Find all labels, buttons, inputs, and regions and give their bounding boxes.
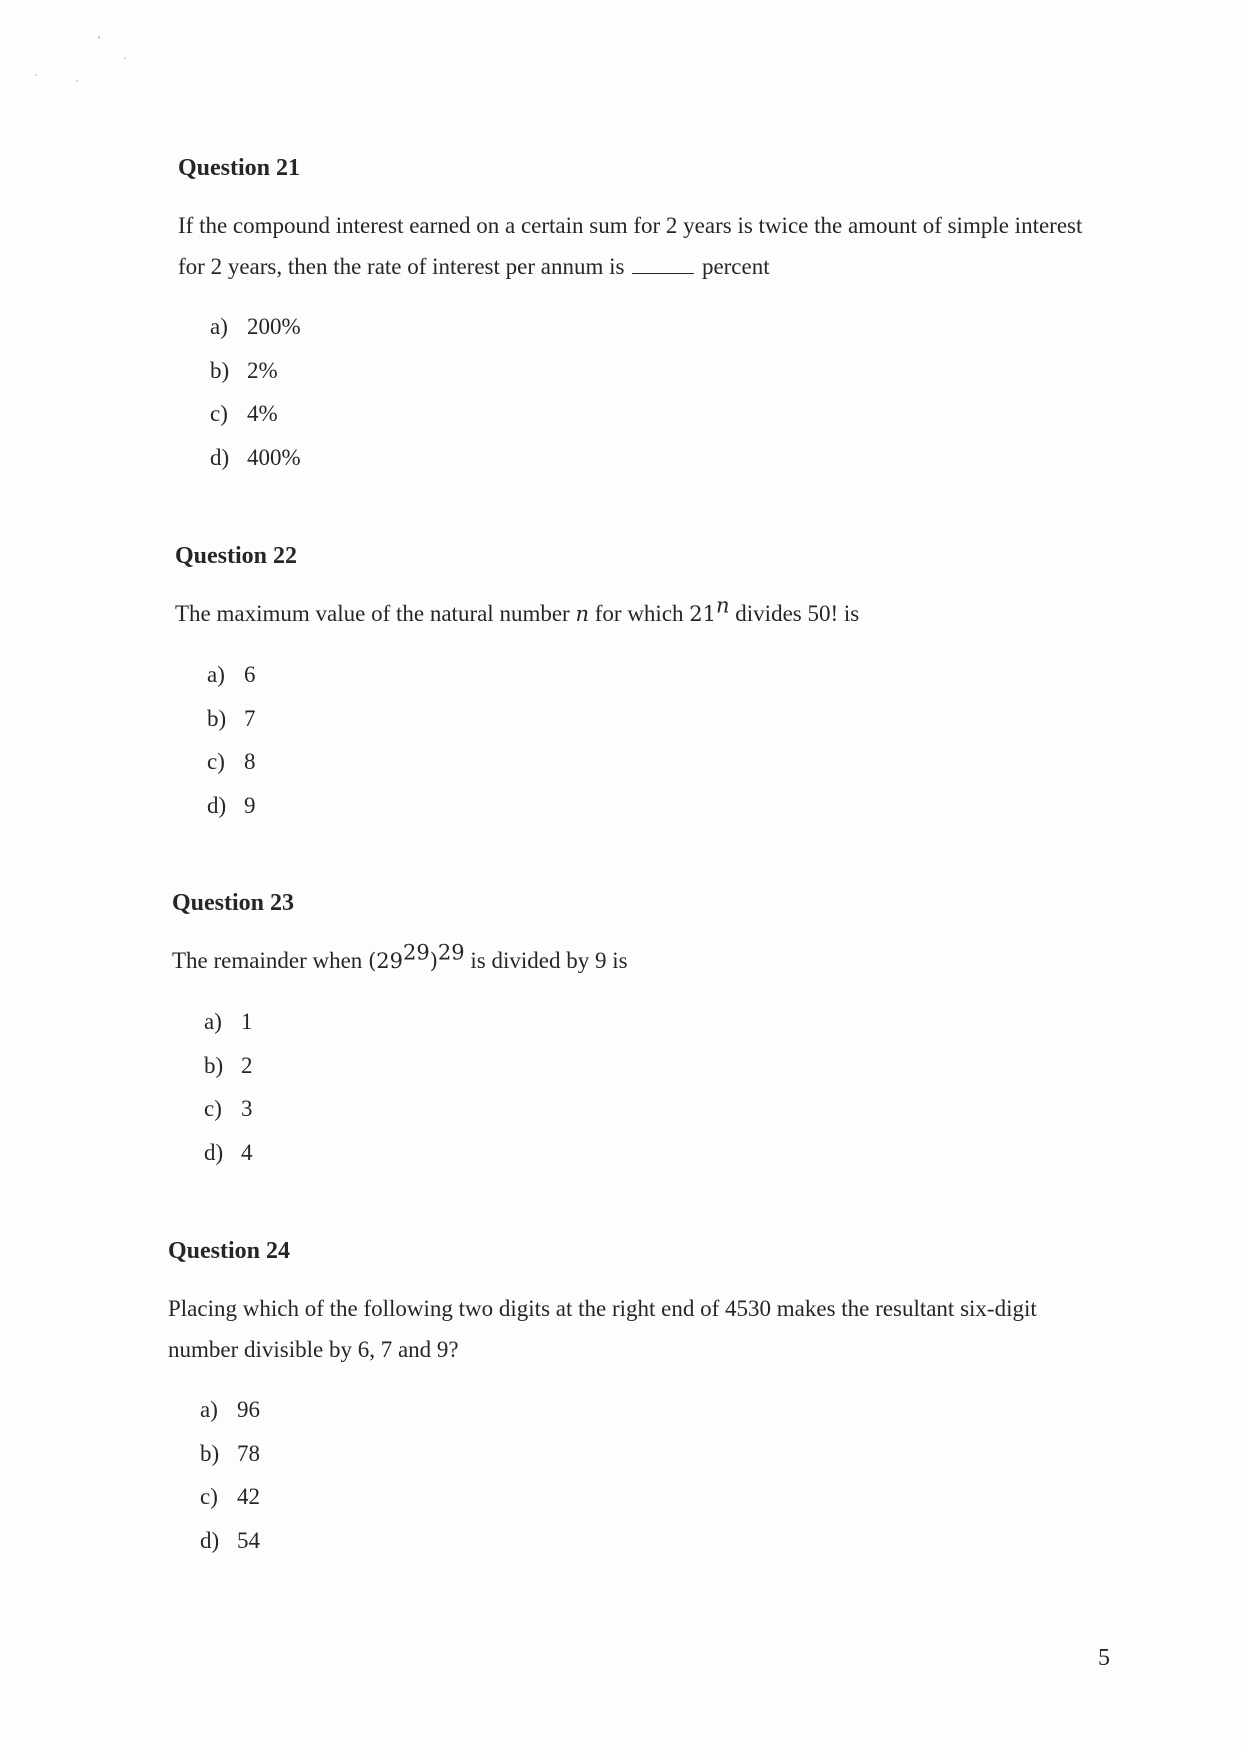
math-exponent: n (716, 593, 730, 618)
option-letter: b) (200, 1440, 220, 1466)
option-letter: d) (210, 444, 230, 470)
option-value: 54 (237, 1527, 260, 1553)
option-value: 200% (247, 314, 301, 339)
option-b[interactable] (204, 1044, 1092, 1088)
option-letter: a) (207, 662, 225, 687)
question-title: Question 22 (175, 543, 298, 569)
option-value: 42 (237, 1484, 260, 1509)
option-value: 4% (247, 401, 278, 426)
question-23 (172, 888, 1092, 1174)
option-d[interactable] (207, 784, 1095, 828)
option-b[interactable] (200, 1432, 1088, 1476)
question-title: Question 24 (168, 1238, 291, 1264)
math-exponent: 29 (402, 940, 430, 965)
question-text (178, 205, 1098, 287)
options-list (168, 1388, 1088, 1562)
question-21 (178, 153, 1098, 479)
option-a[interactable] (210, 305, 1098, 349)
option-b[interactable] (210, 349, 1098, 393)
option-letter: b) (207, 705, 227, 731)
question-text (175, 593, 1095, 635)
option-value: 9 (244, 792, 256, 818)
question-text-part: If the compound interest earned on a certain sum for 2 years is twice the amount of simple interest for 2 years, then the rate of interest per annum is (178, 213, 1083, 279)
option-value: 3 (241, 1096, 253, 1121)
question-title: Question 21 (178, 155, 301, 181)
option-value: 400% (247, 444, 301, 470)
question-text-part: The maximum value of the natural number (175, 601, 570, 626)
question-text-part: divides 50! is (735, 601, 860, 626)
math-exponent: 29 (437, 940, 465, 965)
option-letter: d) (207, 792, 227, 818)
option-letter: c) (207, 749, 225, 774)
option-letter: c) (200, 1484, 218, 1509)
page-number: 5 (1098, 1645, 1110, 1671)
options-list (172, 1000, 1092, 1174)
math-paren: ) (429, 949, 438, 973)
option-letter: d) (200, 1527, 220, 1553)
option-letter: b) (204, 1052, 224, 1078)
question-24 (168, 1236, 1088, 1562)
option-c[interactable] (210, 392, 1098, 436)
option-d[interactable] (200, 1519, 1088, 1563)
option-value: 2 (241, 1052, 253, 1078)
option-letter: d) (204, 1139, 224, 1165)
question-text-part: is divided by 9 is (470, 948, 628, 973)
option-d[interactable] (204, 1131, 1092, 1175)
question-text-part: The remainder when (172, 948, 363, 973)
option-value: 8 (244, 749, 256, 774)
option-value: 6 (244, 662, 256, 687)
math-base: 21 (689, 602, 717, 626)
option-a[interactable] (207, 653, 1095, 697)
option-c[interactable] (207, 740, 1095, 784)
question-text (168, 1288, 1088, 1370)
options-list (178, 305, 1098, 479)
option-letter: c) (204, 1096, 222, 1121)
option-letter: a) (204, 1009, 222, 1034)
option-letter: b) (210, 357, 230, 383)
option-d[interactable] (210, 436, 1098, 480)
option-letter: a) (200, 1397, 218, 1422)
question-title: Question 23 (172, 890, 295, 916)
option-letter: a) (210, 314, 228, 339)
option-value: 4 (241, 1139, 253, 1165)
option-letter: c) (210, 401, 228, 426)
option-value: 96 (237, 1397, 260, 1422)
question-text-part: Placing which of the following two digits at the right end of 4530 makes the resultant six-digit number divisible by 6, 7 and 9? (168, 1296, 1037, 1362)
option-b[interactable] (207, 697, 1095, 741)
question-text-part: percent (701, 254, 770, 279)
scan-speck (124, 57, 126, 59)
option-a[interactable] (200, 1388, 1088, 1432)
option-value: 2% (247, 357, 278, 383)
options-list (175, 653, 1095, 827)
answer-blank (632, 255, 694, 274)
scan-speck (35, 74, 37, 76)
question-text (172, 940, 1092, 982)
option-c[interactable] (204, 1087, 1092, 1131)
scan-speck (98, 36, 100, 39)
option-c[interactable] (200, 1475, 1088, 1519)
option-value: 1 (241, 1009, 253, 1034)
scan-speck (76, 80, 78, 82)
question-22 (175, 541, 1095, 827)
question-text-part: for which (594, 601, 684, 626)
math-base: (29 (368, 949, 403, 973)
option-value: 7 (244, 705, 256, 731)
option-a[interactable] (204, 1000, 1092, 1044)
math-variable: n (575, 602, 589, 626)
option-value: 78 (237, 1440, 260, 1466)
